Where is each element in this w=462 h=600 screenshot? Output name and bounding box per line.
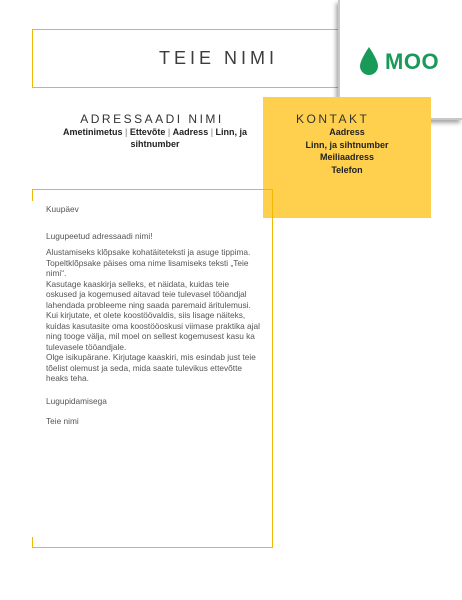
contact-heading: KONTAKT — [296, 112, 370, 126]
separator: | — [208, 127, 216, 137]
letter-paragraph: Kasutage kaaskirja selleks, et näidata, kuidas teie oskused ja kogemused aitavad teie tulevasel tööandjal lahendada probleeme ning saada paremaid äritulemusi. Kui kirjutate, et olete koostöövaldis, siis lisage näiteks, kuidas kasutasite oma koostööoskusi viimase praktika ajal ning tooge välja, mil moel on sellest kogemusest kasu ka tulevasele tööandjale. — [46, 278, 260, 352]
name-header — [32, 29, 343, 88]
drop-icon — [360, 47, 378, 75]
recipient-info[interactable] — [56, 126, 254, 150]
letter-date: Kuupäev — [46, 204, 79, 214]
recipient-address: Aadress — [172, 127, 209, 137]
recipient-title: Ametinimetus — [62, 127, 123, 137]
frame-corner — [32, 537, 33, 548]
sender-name[interactable]: TEIE NIMI — [158, 48, 278, 68]
contact-city: Linn, ja sihtnumber — [305, 139, 389, 150]
letter-body[interactable] — [46, 204, 261, 427]
letter-signature: Teie nimi — [46, 416, 79, 426]
frame-corner — [32, 189, 33, 201]
contact-panel — [263, 97, 431, 218]
recipient-city: Linn, ja sihtnumber — [130, 127, 248, 149]
contact-phone: Telefon — [331, 164, 363, 175]
letter-closing: Lugupidamisega — [46, 395, 107, 406]
recipient-company: Ettevõte — [129, 127, 166, 137]
letter-paragraph: Alustamiseks klõpsake kohatäiteteksti ja asuge tippima. Topeltklõpsake päises oma nime lisamiseks teksti „Teie nimi“. — [46, 247, 251, 278]
letter-salutation: Lugupeetud adressaadi nimi! — [46, 230, 153, 241]
separator: | — [165, 127, 173, 137]
logo-text: MOO — [385, 49, 440, 74]
contact-email: Meiliaadress — [319, 152, 375, 162]
contact-details[interactable] — [273, 126, 421, 176]
contact-address: Aadress — [329, 127, 365, 137]
recipient-name[interactable]: ADRESSAADI NIMI — [80, 112, 224, 126]
separator: | — [122, 127, 130, 137]
letter-paragraph: Olge isikupärane. Kirjutage kaaskiri, mis esindab just teie tõelist olemust ja seda, mida saate tulevikus ettevõtte heaks teha. — [46, 352, 256, 383]
